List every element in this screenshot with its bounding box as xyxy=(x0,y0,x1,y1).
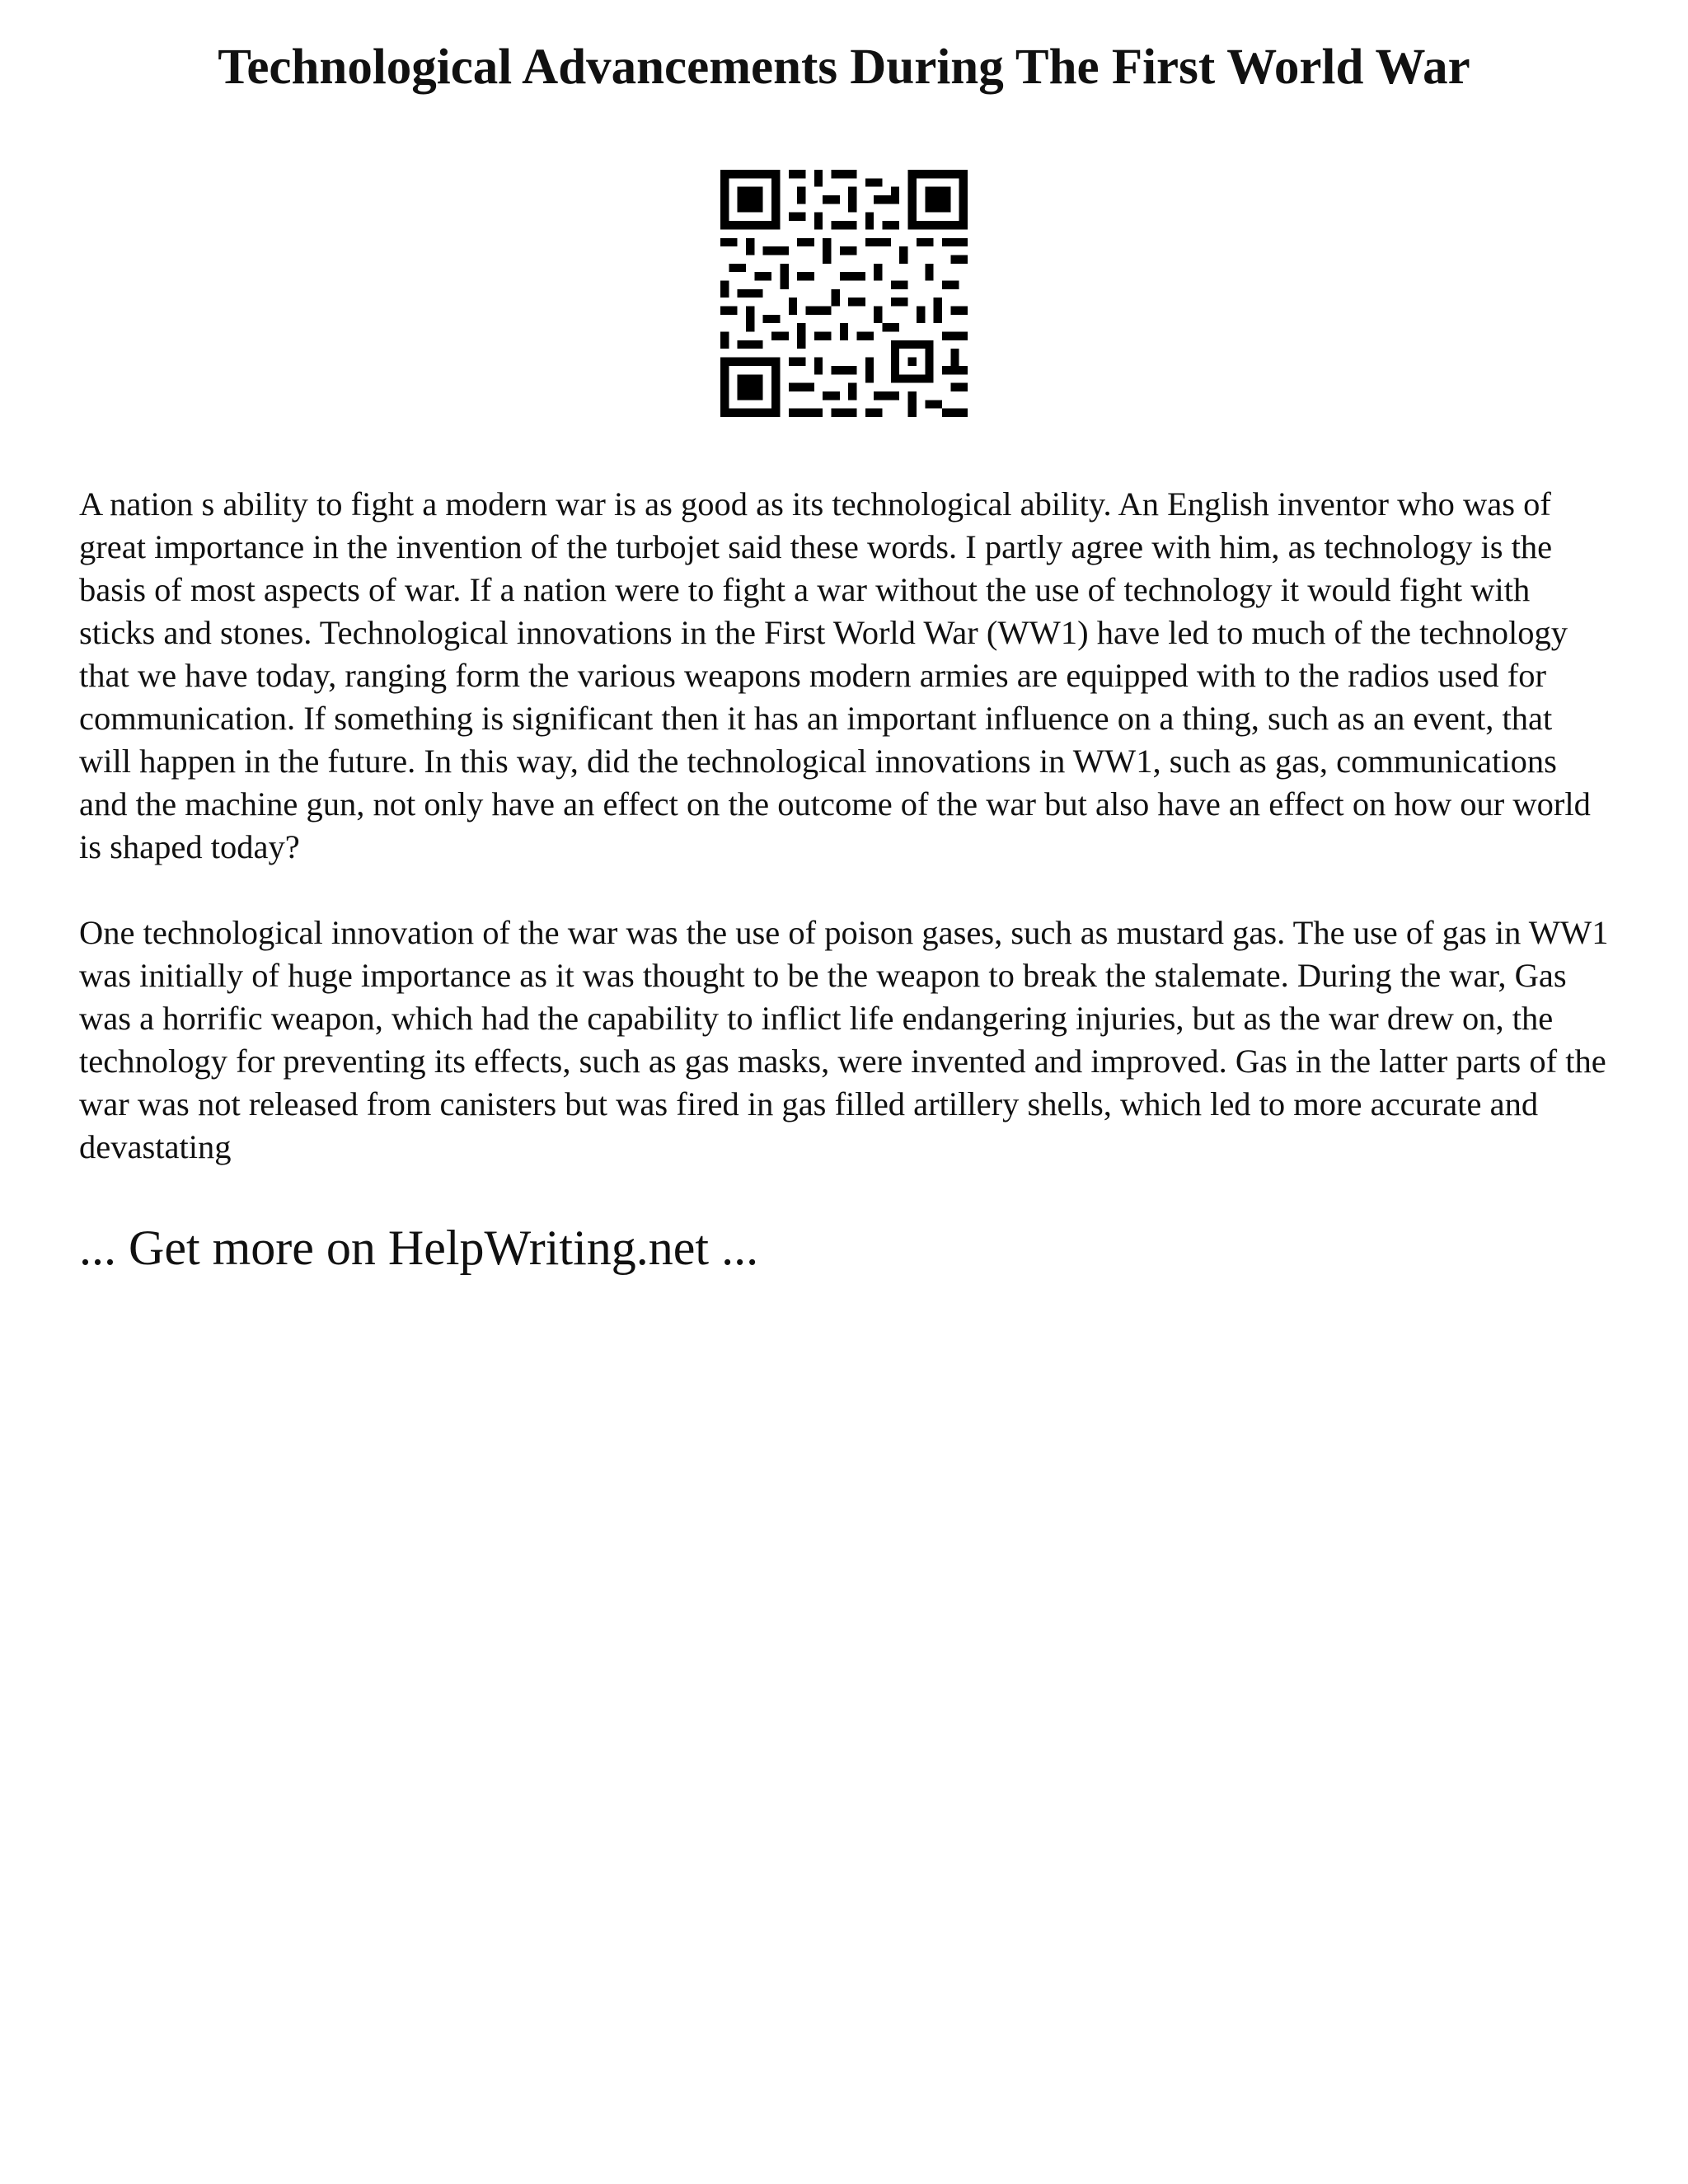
document-body xyxy=(79,483,1612,1277)
paragraph-2: One technological innovation of the war was the use of poison gases, such as mustard gas. The use of gas in WW1 was initially of huge importance as it was thought to be the weapon to break the stalemate. During the war, Gas was a horrific weapon, which had the capability to inflict life endangering injuries, but as the war drew on, the technology for preventing its effects, such as gas masks, were invented and improved. Gas in the latter parts of the war was not released from canisters but was fired in gas filled artillery shells, which led to more accurate and devastating xyxy=(79,914,1609,1165)
page-title: Technological Advancements During The First World War xyxy=(218,40,1470,95)
paragraph-1: A nation s ability to fight a modern war is as good as its technological ability. An English inventor who was of great importance in the invention of the turbojet said these words. I partly agree with him, as technology is the basis of most aspects of war. If a nation were to fight a war without the use of technology it would fight with sticks and stones. Technological innovations in the First World War (WW1) have led to much of the technology that we have today, ranging form the various weapons modern armies are equipped with to the radios used for communication. If something is significant then it has an important influence on a thing, such as an event, that will happen in the future. In this way, did the technological innovations in WW1, such as gas, communications and the machine gun, not only have an effect on the outcome of the war but also have an effect on how our world is shaped today? xyxy=(79,485,1591,865)
qr-code-icon xyxy=(720,170,968,417)
get-more-link[interactable]: ... Get more on HelpWriting.net ... xyxy=(79,1221,759,1275)
